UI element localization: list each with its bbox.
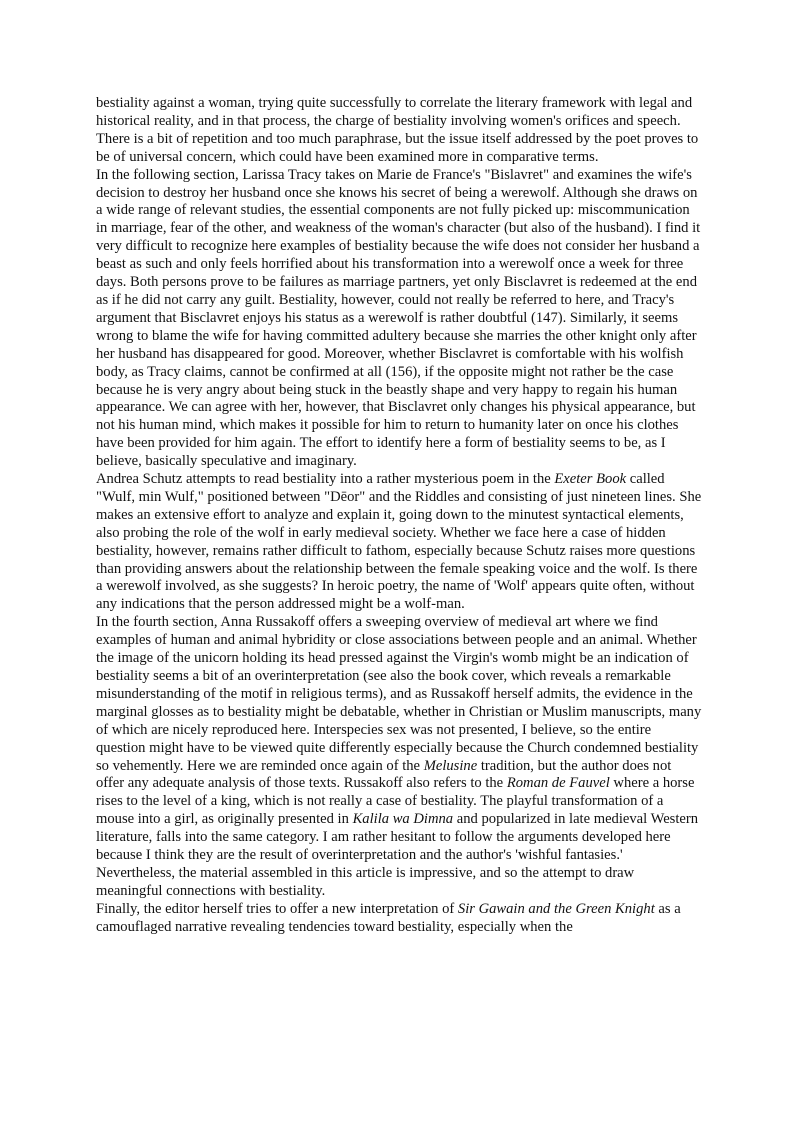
italic-title: Sir Gawain and the Green Knight [457,900,655,917]
text-segment: Andrea Schutz attempts to read bestiality into a rather mysterious poem in the [96,471,555,488]
italic-title: Exeter Book [554,471,627,488]
text-segment: where a horse rises to the level of a king, which is not really a case of bestiality. The playful transformation of a mouse into a girl, as originally presented in [96,775,695,828]
text-segment: Finally, the editor herself tries to offer a new interpretation of [96,900,458,917]
paragraph-3 [96,471,702,614]
text-segment: tradition, but the author does not offer any adequate analysis of those texts. Russakoff also refers to the [96,757,672,792]
italic-title: Melusine [423,757,478,774]
paragraph-1 [96,95,702,167]
paragraph-5 [96,901,702,937]
text-segment: In the fourth section, Anna Russakoff offers a sweeping overview of medieval art where we find examples of human and animal hybridity or close associations between people and an animal. Whether the image of the unicorn holding its head pressed against the Virgin's womb might be an indication of bestiality seems a bit of an overinterpretation (see also the book cover, which reveals a remarkable misunderstanding of the motif in religious terms), and as Russakoff herself admits, the evidence in the marginal glosses as to bestiality might be debatable, whether in Christian or Muslim manuscripts, many of which are nicely reproduced here. Interspecies sex was not presented, I believe, so the entire question might have to be viewed quite differently especially because the Church condemned bestiality so vehemently. Here we are reminded once again of the [96,614,702,774]
text-segment: called "Wulf, min Wulf," positioned between "Dēor" and the Riddles and consisting of just nineteen lines. She makes an extensive effort to analyze and explain it, going down to the minutest syntactical elements, also probing the role of the wolf in early medieval society. Whether we face here a case of hidden bestiality, however, remains rather difficult to fathom, especially because Schutz raises more questions than providing answers about the relationship between the female speaking voice and the wolf. Is there a werewolf involved, as she suggests? In heroic poetry, the name of 'Wolf' appears quite often, without any indications that the person addressed might be a wolf-man. [96,471,702,613]
paragraph-4 [96,614,702,901]
text-segment: as a camouflaged narrative revealing tendencies toward bestiality, especially when the [96,900,681,935]
text-segment: In the following section, Larissa Tracy takes on Marie de France's "Bislavret" and examines the wife's decision to destroy her husband once she knows his secret of being a werewolf. Although she draws on a wide range of relevant studies, the essential components are not fully picked up: miscommunication in marriage, fear of the other, and weakness of the woman's character (but also of the husband). I find it very difficult to recognize here examples of bestiality because the wife does not consider her husband a beast as such and only feels horrified about his transformation into a werewolf once a week for three days. Both persons prove to be failures as marriage partners, yet only Bisclavret is redeemed at the end as if he did not carry any guilt. Bestiality, however, could not really be referred to here, and Tracy's argument that Bisclavret enjoys his status as a werewolf is rather doubtful (147). Similarly, it seems wrong to blame the wife for having committed adultery because she marries the other knight only after her husband has disappeared for good. Moreover, whether Bisclavret is comfortable with his wolfish body, as Tracy claims, cannot be confirmed at all (156), if the opposite might not rather be the case because he is very angry about being stuck in the beastly shape and very happy to regain his human appearance. We can agree with her, however, that Bisclavret only changes his physical appearance, but not his human mind, which makes it possible for him to return to humanity later on once his clothes have been provided for him again. The effort to identify here a form of bestiality seems to be, as I believe, basically speculative and imaginary. [96,166,701,470]
text-segment: and popularized in late medieval Western literature, falls into the same category. I am rather hesitant to follow the arguments developed here because I think they are the result of overinterpretation and the author's 'wishful fantasies.' Nevertheless, the material assembled in this article is impressive, and so the attempt to draw meaningful connections with bestiality. [96,811,699,899]
paragraph-2 [96,167,702,471]
text-segment: bestiality against a woman, trying quite successfully to correlate the literary framework with legal and historical reality, and in that process, the charge of bestiality involving women's orifices and speech. There is a bit of repetition and too much paraphrase, but the issue itself addressed by the poet proves to be of universal concern, which could have been examined more in comparative terms. [96,95,699,165]
review-text-body [96,95,702,937]
italic-title: Kalila wa Dimna [352,811,454,828]
italic-title: Roman de Fauvel [506,775,610,792]
